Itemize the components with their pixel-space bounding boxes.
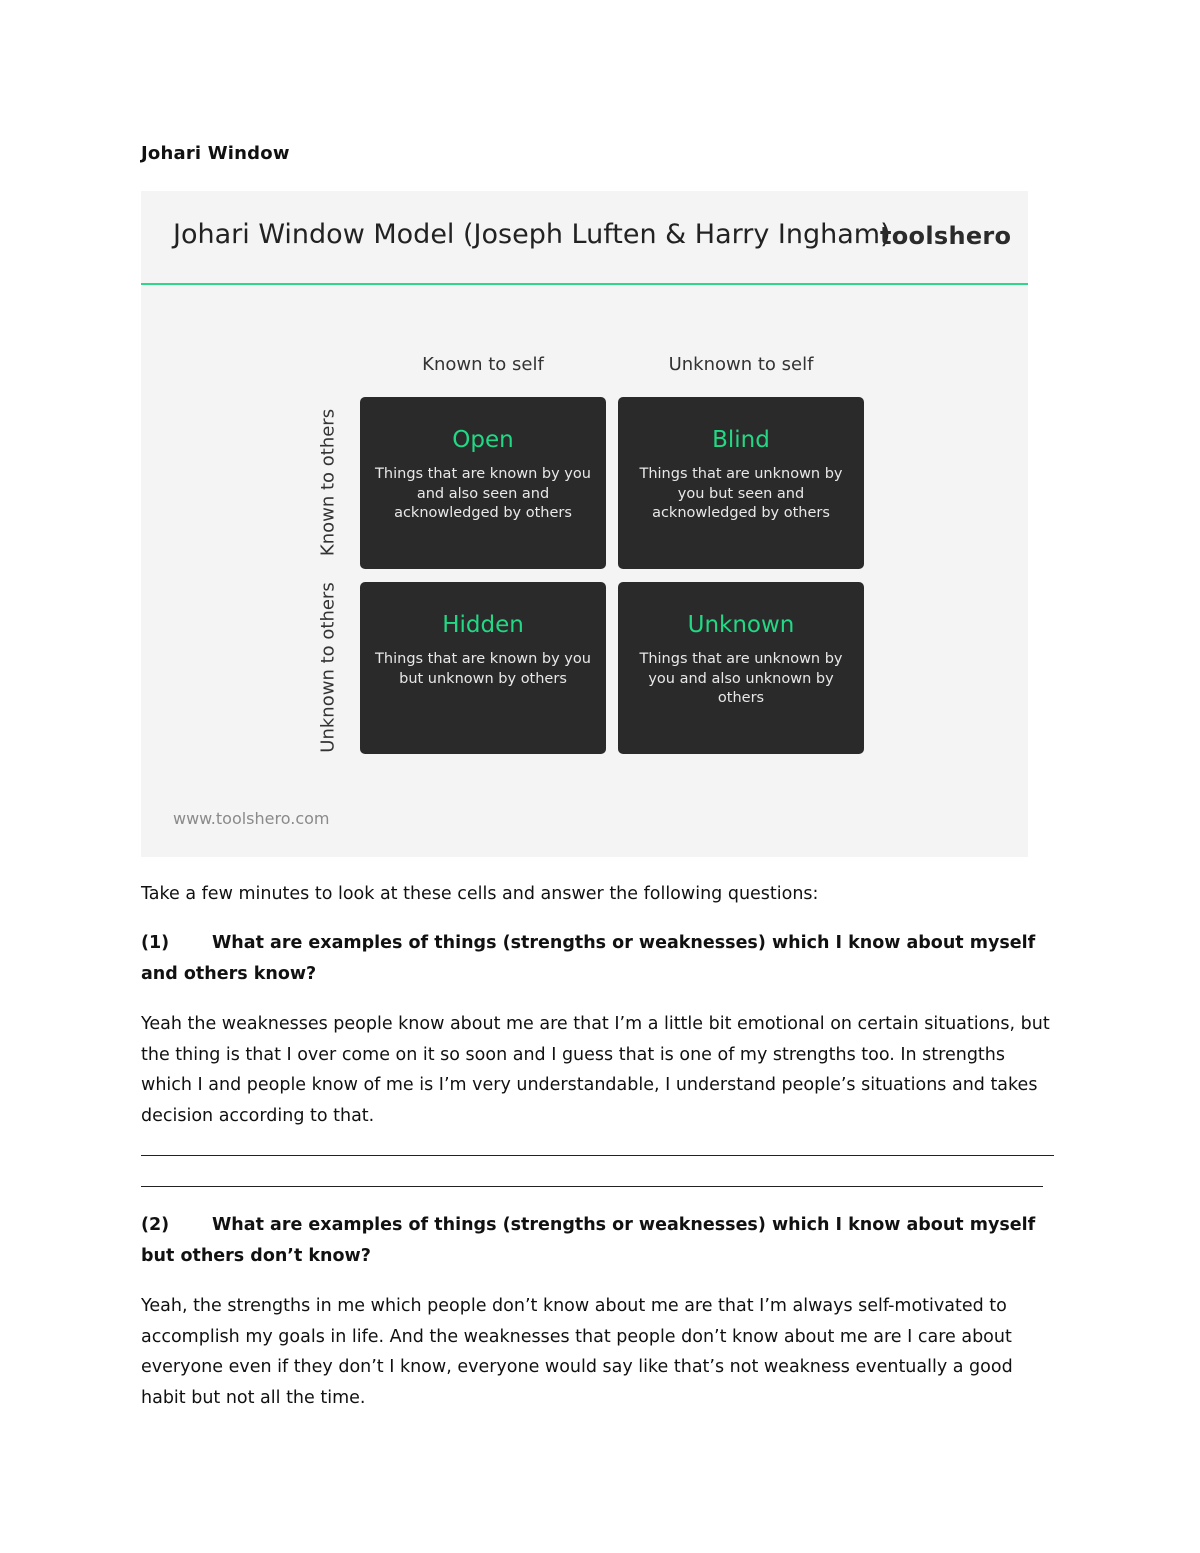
quadrant-title: Open [452, 427, 514, 453]
question-number: (2) [141, 1215, 170, 1235]
answer-2: Yeah, the strengths in me which people don’t know about me are that I’m always self-motivated to accomplish my goals in life. And the weaknesses that people don’t know about me are I care about everyone even if they don’t I know, everyone would say like that’s not weakness eventually a good habit but not all the time. [141, 1296, 1013, 1408]
row-label-unknown-to-others: Unknown to others [317, 582, 339, 753]
quadrant-title: Hidden [442, 612, 524, 638]
figure-url: www.toolshero.com [173, 809, 330, 828]
quadrant-title: Blind [712, 427, 770, 453]
quadrant-description: Things that are unknown by you but seen and acknowledged by others [639, 466, 843, 521]
brand-logo: toolshero [880, 222, 1012, 250]
question-text: What are examples of things (strengths or weaknesses) which I know about myself but others don’t know? [141, 1215, 1036, 1266]
quadrant-hidden [360, 582, 606, 754]
column-label-known-to-self: Known to self [422, 354, 544, 375]
quadrant-title: Unknown [687, 612, 795, 638]
quadrant-description: Things that are known by you but unknown by others [375, 651, 591, 687]
answer-line [141, 1186, 1043, 1187]
quadrant-open [360, 397, 606, 569]
question-number: (1) [141, 933, 170, 953]
intro-paragraph: Take a few minutes to look at these cells and answer the following questions: [141, 884, 819, 904]
quadrant-description: Things that are known by you and also seen and acknowledged by others [375, 466, 591, 521]
question-1 [141, 928, 1056, 989]
question-text: What are examples of things (strengths or weaknesses) which I know about myself and others know? [141, 933, 1036, 984]
answer-1: Yeah the weaknesses people know about me are that I’m a little bit emotional on certain situations, but the thing is that I over come on it so soon and I guess that is one of my strengths too. In strengths which I and people know of me is I’m very understandable, I understand people’s situations and takes decision according to that. [141, 1014, 1050, 1126]
johari-window-figure [141, 191, 1028, 857]
column-label-unknown-to-self: Unknown to self [668, 354, 814, 375]
question-2 [141, 1210, 1056, 1271]
quadrant-blind [618, 397, 864, 569]
quadrant-unknown [618, 582, 864, 754]
figure-title: Johari Window Model (Joseph Luften & Harry Ingham) [173, 219, 891, 250]
answer-line [141, 1155, 1054, 1156]
quadrant-description: Things that are unknown by you and also unknown by others [639, 651, 843, 706]
figure-header [141, 191, 1028, 285]
row-label-known-to-others: Known to others [317, 408, 339, 557]
document-heading: Johari Window [141, 143, 290, 164]
